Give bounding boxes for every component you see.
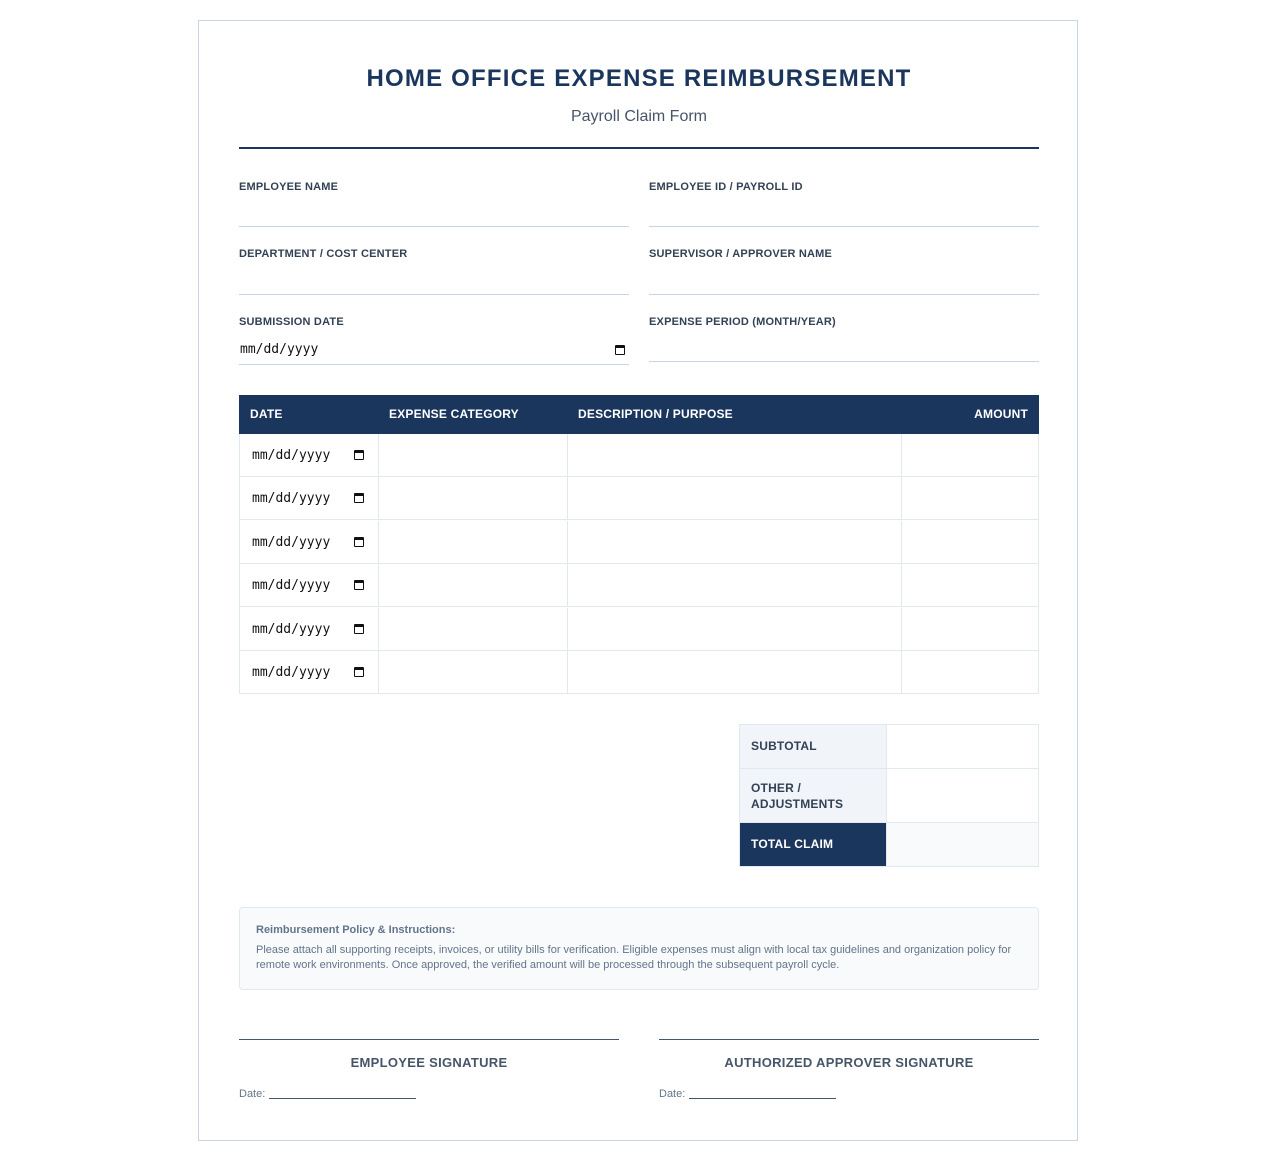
column-divider bbox=[567, 477, 568, 519]
calendar-icon[interactable] bbox=[354, 450, 364, 460]
submission-date-underline bbox=[239, 364, 629, 365]
row-date-input[interactable]: mm/dd/yyyy bbox=[252, 622, 331, 637]
row-date-input[interactable]: mm/dd/yyyy bbox=[252, 491, 331, 506]
approver-date-label: Date: bbox=[659, 1088, 686, 1100]
adjustments-label bbox=[740, 769, 886, 823]
subtotal-label-text: SUBTOTAL bbox=[751, 739, 817, 753]
expense-period-label: EXPENSE PERIOD (MONTH/YEAR) bbox=[649, 316, 836, 328]
total-claim-input[interactable] bbox=[886, 823, 1038, 866]
column-divider bbox=[378, 477, 379, 519]
supervisor-label: SUPERVISOR / APPROVER NAME bbox=[649, 248, 833, 260]
supervisor-underline bbox=[649, 294, 1039, 295]
calendar-icon[interactable] bbox=[354, 624, 364, 634]
row-date-input[interactable]: mm/dd/yyyy bbox=[252, 448, 331, 463]
table-row bbox=[240, 564, 1038, 607]
column-divider bbox=[901, 434, 902, 476]
column-divider bbox=[901, 651, 902, 694]
policy-text-line2: remote work environments. Once approved, the verified amount will be processed through the subsequent payroll cycle. bbox=[256, 959, 840, 971]
employee-name-underline bbox=[239, 226, 629, 227]
column-divider bbox=[567, 434, 568, 476]
employee-id-underline bbox=[649, 226, 1039, 227]
employee-name-field[interactable] bbox=[239, 181, 629, 193]
column-divider bbox=[378, 434, 379, 476]
column-divider bbox=[378, 651, 379, 694]
approver-signature-label: AUTHORIZED APPROVER SIGNATURE bbox=[724, 1055, 974, 1070]
policy-text-line1: Please attach all supporting receipts, invoices, or utility bills for verification. Eligible expenses must align with local tax guidelines and organization policy for bbox=[256, 944, 1012, 956]
employee-date-label: Date: bbox=[239, 1088, 266, 1100]
department-underline bbox=[239, 294, 629, 295]
row-date-input[interactable]: mm/dd/yyyy bbox=[252, 578, 331, 593]
column-divider bbox=[378, 564, 379, 606]
column-divider bbox=[378, 521, 379, 563]
adjustments-input[interactable] bbox=[886, 769, 1038, 823]
policy-heading: Reimbursement Policy & Instructions: bbox=[256, 924, 456, 936]
table-row bbox=[240, 521, 1038, 564]
supervisor-field[interactable] bbox=[649, 248, 1039, 260]
total-claim-label-text: TOTAL CLAIM bbox=[751, 837, 834, 851]
header-date: DATE bbox=[250, 407, 283, 421]
employee-signature-line[interactable] bbox=[239, 1039, 619, 1040]
department-label: DEPARTMENT / COST CENTER bbox=[239, 248, 408, 260]
submission-date-field[interactable] bbox=[239, 316, 629, 357]
table-row bbox=[240, 651, 1038, 694]
employee-signature-block bbox=[239, 1039, 619, 1100]
department-field[interactable] bbox=[239, 248, 629, 260]
row-date-input[interactable]: mm/dd/yyyy bbox=[252, 535, 331, 550]
form-page bbox=[198, 20, 1078, 1141]
header-description: DESCRIPTION / PURPOSE bbox=[578, 407, 733, 421]
adjustments-label-line2: ADJUSTMENTS bbox=[751, 797, 844, 811]
header-category: EXPENSE CATEGORY bbox=[389, 407, 519, 421]
submission-date-label: SUBMISSION DATE bbox=[239, 316, 344, 328]
policy-box bbox=[239, 907, 1039, 990]
form-title: HOME OFFICE EXPENSE REIMBURSEMENT bbox=[366, 65, 912, 92]
calendar-icon[interactable] bbox=[354, 537, 364, 547]
column-divider bbox=[901, 477, 902, 519]
employee-id-field[interactable] bbox=[649, 181, 1039, 193]
calendar-icon[interactable] bbox=[354, 580, 364, 590]
employee-signature-date bbox=[239, 1088, 619, 1100]
column-divider bbox=[901, 564, 902, 606]
approver-signature-line[interactable] bbox=[659, 1039, 1039, 1040]
column-divider bbox=[901, 521, 902, 563]
totals-box bbox=[739, 724, 1039, 867]
row-date-input[interactable]: mm/dd/yyyy bbox=[252, 665, 331, 680]
employee-name-label: EMPLOYEE NAME bbox=[239, 181, 339, 193]
header-divider bbox=[239, 147, 1039, 149]
subtotal-input[interactable] bbox=[886, 725, 1038, 768]
approver-date-line[interactable] bbox=[689, 1098, 836, 1099]
expense-table-header bbox=[239, 395, 1039, 434]
expense-table-body bbox=[239, 434, 1039, 694]
table-row bbox=[240, 434, 1038, 477]
employee-id-label: EMPLOYEE ID / PAYROLL ID bbox=[649, 181, 803, 193]
expense-period-field[interactable] bbox=[649, 316, 1039, 328]
column-divider bbox=[567, 564, 568, 606]
calendar-icon[interactable] bbox=[354, 493, 364, 503]
expense-period-underline bbox=[649, 361, 1039, 362]
approver-signature-date bbox=[659, 1088, 1039, 1100]
adjustments-label-line1: OTHER / bbox=[751, 781, 802, 795]
column-divider bbox=[901, 608, 902, 650]
table-row bbox=[240, 477, 1038, 520]
approver-signature-block bbox=[659, 1039, 1039, 1100]
column-divider bbox=[567, 651, 568, 694]
column-divider bbox=[378, 608, 379, 650]
column-divider bbox=[567, 608, 568, 650]
employee-date-line[interactable] bbox=[269, 1098, 416, 1099]
form-subtitle: Payroll Claim Form bbox=[570, 108, 707, 125]
subtotal-label bbox=[740, 725, 886, 768]
employee-signature-label: EMPLOYEE SIGNATURE bbox=[350, 1055, 508, 1070]
header-amount: AMOUNT bbox=[974, 407, 1028, 421]
submission-date-input[interactable]: mm/dd/yyyy bbox=[240, 342, 319, 357]
column-divider bbox=[567, 521, 568, 563]
total-claim-label bbox=[740, 823, 886, 866]
calendar-icon[interactable] bbox=[615, 345, 625, 355]
table-row bbox=[240, 608, 1038, 651]
calendar-icon[interactable] bbox=[354, 667, 364, 677]
